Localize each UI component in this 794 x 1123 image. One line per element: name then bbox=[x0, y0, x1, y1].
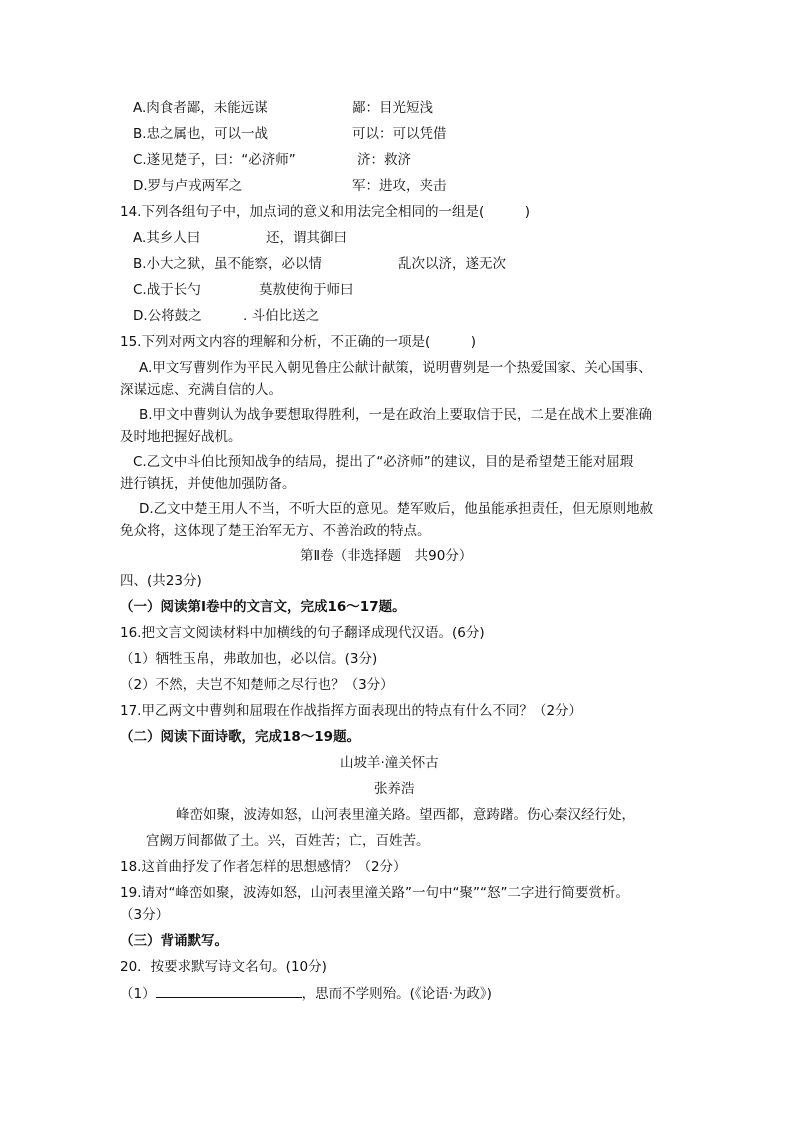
subsection3-heading: （三）背诵默写。 bbox=[120, 933, 228, 949]
q20-item1 bbox=[120, 984, 492, 1003]
q14-option-c-pair: 莫敖使徇于师曰 bbox=[259, 282, 354, 298]
q13-option-d: D.罗与卢戎两军之 bbox=[133, 178, 243, 194]
q13-option-c-gloss: 济：救济 bbox=[357, 152, 411, 168]
q13-option-c: C.遂见楚子，曰：“必济师” bbox=[133, 152, 296, 168]
q14-option-d-pair: . 斗伯比送之 bbox=[243, 308, 320, 324]
q15-option-a-line2: 深谋远虑、充满自信的人。 bbox=[120, 382, 282, 398]
poem-title: 山坡羊·潼关怀古 bbox=[340, 755, 439, 771]
answer-blank[interactable] bbox=[156, 984, 302, 998]
poem-line-2: 宫阙万间都做了土。兴，百姓苦；亡，百姓苦。 bbox=[146, 833, 430, 849]
subsection1-heading: （一）阅读第Ⅰ卷中的文言文，完成16～17题。 bbox=[120, 599, 406, 615]
q14-stem: 14.下列各组句子中，加点词的意义和用法完全相同的一组是( ) bbox=[120, 204, 531, 220]
q20-item1-prefix: （1） bbox=[120, 986, 156, 1002]
q15-option-b-line1: B.甲文中曹刿认为战争要想取得胜利，一是在政治上要取信于民，二是在战术上要准确 bbox=[139, 407, 653, 423]
q18-stem: 18.这首曲抒发了作者怎样的思想感情？（2分） bbox=[120, 859, 407, 875]
q15-option-a-line1: A.甲文写曹刿作为平民入朝见鲁庄公献计献策，说明曹刿是一个热爱国家、关心国事、 bbox=[139, 360, 652, 376]
q14-option-b-pair: 乱次以济，遂无次 bbox=[398, 256, 506, 272]
q15-option-c-line1: C.乙文中斗伯比预知战争的结局，提出了“必济师”的建议，目的是希望楚王能对屈瑕 bbox=[133, 454, 634, 470]
subsection2-heading: （二）阅读下面诗歌，完成18～19题。 bbox=[120, 729, 361, 745]
q19-stem-line2: （3分） bbox=[120, 907, 170, 923]
q14-option-a: A.其乡人曰 bbox=[133, 230, 201, 246]
q16-stem: 16.把文言文阅读材料中加横线的句子翻译成现代汉语。(6分) bbox=[120, 625, 485, 641]
q15-option-b-line2: 及时地把握好战机。 bbox=[120, 429, 242, 445]
q15-option-d-line1: D.乙文中楚王用人不当，不听大臣的意见。楚军败后，他虽能承担责任，但无原则地赦 bbox=[139, 501, 654, 517]
poem-author: 张养浩 bbox=[374, 781, 415, 797]
q16-part2: （2）不然，夫岂不知楚师之尽行也？（3分） bbox=[120, 677, 394, 693]
q13-option-d-gloss: 军：进攻，夹击 bbox=[352, 178, 447, 194]
q13-option-b: B.忠之属也，可以一战 bbox=[133, 126, 269, 142]
q20-stem: 20．按要求默写诗文名句。(10分) bbox=[120, 959, 327, 975]
q16-part1: （1）牺牲玉帛，弗敢加也，必以信。(3分) bbox=[120, 651, 378, 667]
q14-option-b: B.小大之狱，虽不能察，必以情 bbox=[133, 256, 323, 272]
q15-option-c-line2: 进行镇抚，并使他加强防备。 bbox=[120, 476, 296, 492]
q20-item1-suffix: ，思而不学则殆。(《论语·为政》) bbox=[301, 986, 492, 1002]
q15-stem: 15.下列对两文内容的理解和分析，不正确的一项是( ) bbox=[120, 334, 477, 350]
q13-option-b-gloss: 可以：可以凭借 bbox=[352, 126, 447, 142]
section4-heading: 四、(共23分) bbox=[120, 573, 202, 589]
q17-stem: 17.甲乙两文中曹刿和屈瑕在作战指挥方面表现出的特点有什么不同？（2分） bbox=[120, 703, 583, 719]
q14-option-d: D.公将鼓之 bbox=[133, 308, 202, 324]
q14-option-c: C.战于长勺 bbox=[133, 282, 201, 298]
q19-stem-line1: 19.请对“峰峦如聚，波涛如怒，山河表里潼关路”一句中“聚”“怒”二字进行简要赏析。 bbox=[120, 885, 629, 901]
poem-line-1: 峰峦如聚，波涛如怒，山河表里潼关路。望西都，意踌躇。伤心秦汉经行处， bbox=[176, 807, 635, 823]
part2-title: 第Ⅱ卷（非选择题 共90分） bbox=[300, 548, 473, 564]
q15-option-d-line2: 免众将，这体现了楚王治军无方、不善治政的特点。 bbox=[120, 523, 431, 539]
q14-option-a-pair: 还，谓其御曰 bbox=[266, 230, 347, 246]
q13-option-a: A.肉食者鄙，未能远谋 bbox=[133, 100, 268, 116]
q13-option-a-gloss: 鄙：目光短浅 bbox=[352, 100, 433, 116]
